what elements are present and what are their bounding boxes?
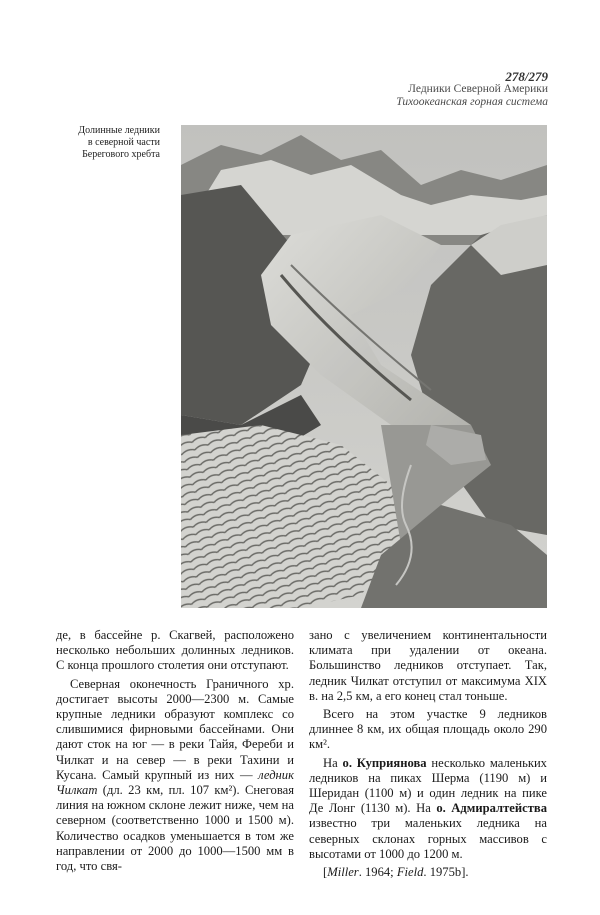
running-head xyxy=(396,70,548,109)
subsection-title: Тихоокеанская горная система xyxy=(396,96,548,108)
ref-author: Field xyxy=(396,865,424,880)
ref-author: Miller xyxy=(327,865,359,880)
paragraph: Всего на этом участке 9 ледников длиннее 8 км, их общая площадь около 290 км². xyxy=(309,707,547,752)
paragraph: де, в бассейне р. Скагвей, расположено несколько небольших долинных ледников. С конца прошлого столетия они отступают. xyxy=(56,628,294,673)
island-name: о. Куприянова xyxy=(342,755,427,770)
text-run: На xyxy=(323,755,338,770)
text-run: [ xyxy=(323,865,328,880)
text-column-right xyxy=(309,628,547,883)
caption-line: в северной части xyxy=(87,137,160,148)
paragraph xyxy=(56,677,294,875)
text-column-left xyxy=(56,628,294,877)
glacier-photo xyxy=(181,125,547,608)
text-run: (дл. 23 км, пл. 107 км²). Снеговая линия на южном склоне лежит ниже, чем на северном (соответственно 1000 и 1500 м). Количество осадков уменьшается в том же направлении от 2000 до 1000—1500 мм в год, что свя- xyxy=(56,783,294,874)
figure-caption xyxy=(60,125,160,161)
text-run: . 1975b]. xyxy=(423,865,469,880)
glacier-name: ледник Чилкат xyxy=(56,767,294,798)
glacier-photo-illustration xyxy=(181,125,547,608)
text-run: Северная оконечность Граничного хр. достигает высоты 2000—2300 м. Самые крупные ледники образуют комплекс со слившимися фирновыми бассейнами. Они дают сток на юг — в реки Тайя, Фереби и Чилкат и на север — в реки Тахини и Кусана. Самый крупный из них — xyxy=(56,676,294,782)
paragraph: зано с увеличением континентальности климата при удалении от океана. Большинство ледников отступает. Так, ледник Чилкат отступил от максимума XIX в. на 2,5 км, а его конец стал тоньше. xyxy=(309,628,547,703)
paragraph xyxy=(309,756,547,862)
page-numbers: 278/279 xyxy=(505,69,548,84)
caption-line: Долинные ледники xyxy=(78,125,160,136)
references xyxy=(309,865,547,880)
text-run: известно три маленьких ледника на северных склонах горных массивов с высотами от 1000 до 1200 м. xyxy=(309,816,547,861)
section-title: Ледники Северной Америки xyxy=(408,83,548,95)
text-run: несколько маленьких ледников на пиках Шерма (1190 м) и Шеридан (1100 м) и один ледник на пике Де Лонг (1130 м). На xyxy=(309,755,547,816)
island-name: о. Адмиралтейства xyxy=(436,801,547,816)
text-run: . 1964; xyxy=(358,865,394,880)
caption-line: Берегового хребта xyxy=(82,149,160,160)
